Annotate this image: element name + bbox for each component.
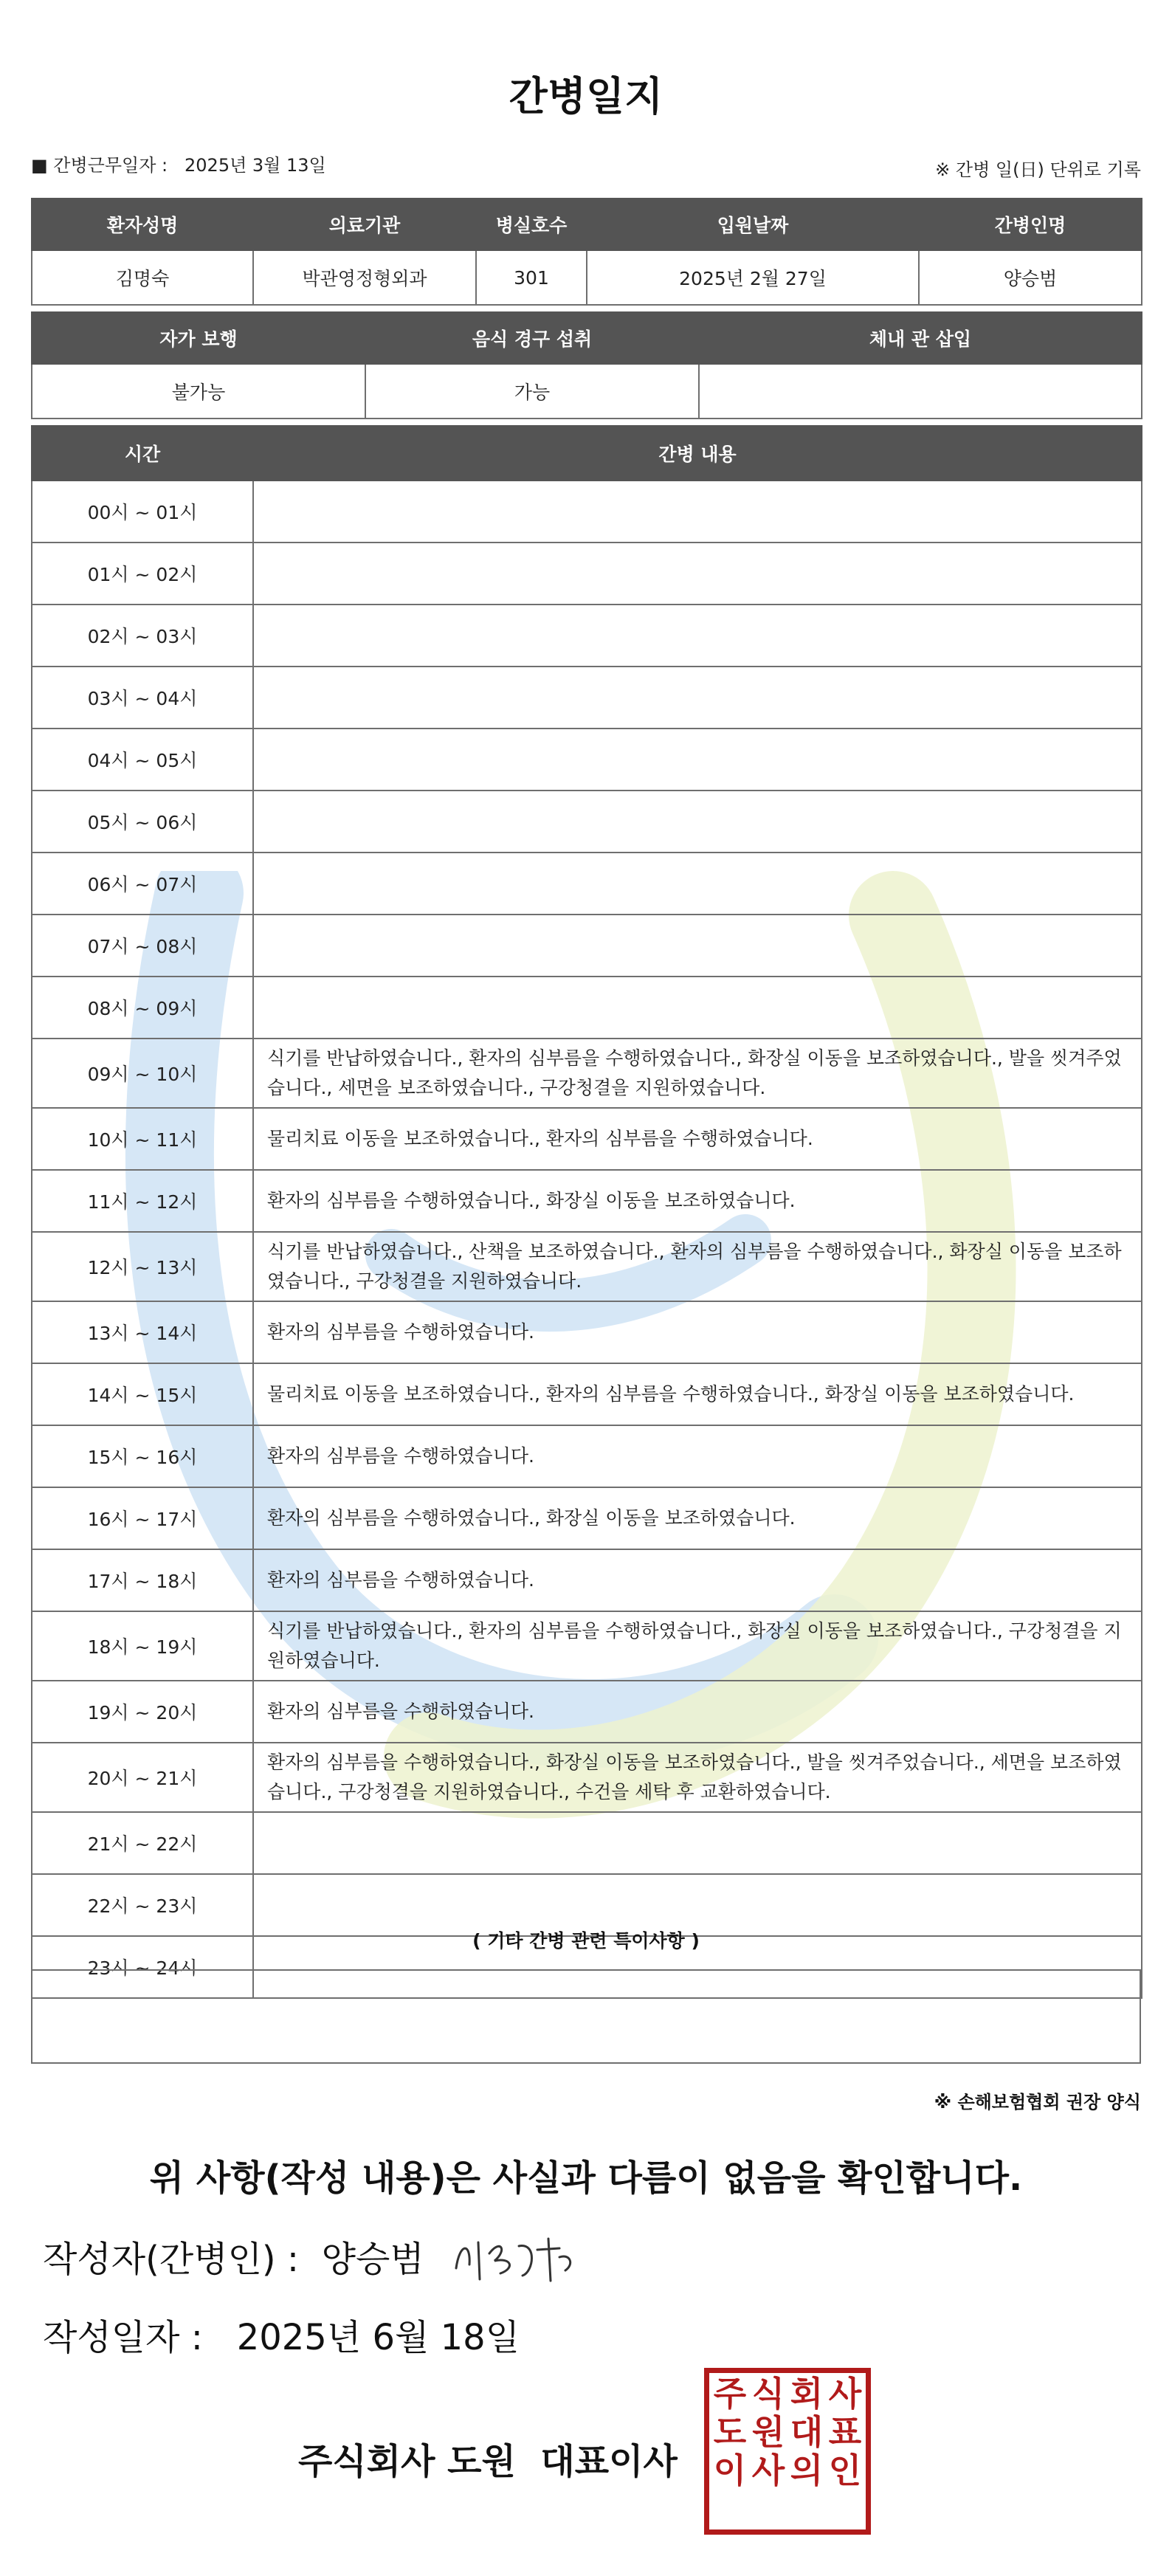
table-row bbox=[32, 667, 1142, 729]
time-slot: 00시 ~ 01시 bbox=[32, 481, 253, 543]
patient-status-table bbox=[31, 311, 1142, 419]
care-log-table bbox=[31, 425, 1142, 1999]
care-content: 식기를 반납하였습니다., 환자의 심부름을 수행하였습니다., 화장실 이동을 보조하였습니다., 구강청결을 지원하였습니다. bbox=[253, 1611, 1142, 1681]
special-notes-box bbox=[31, 1969, 1141, 2064]
care-content: 물리치료 이동을 보조하였습니다., 환자의 심부름을 수행하였습니다. bbox=[253, 1108, 1142, 1170]
table-row bbox=[32, 977, 1142, 1039]
time-slot: 04시 ~ 05시 bbox=[32, 729, 253, 791]
handwritten-signature bbox=[449, 2228, 582, 2287]
header-care-content: 간병 내용 bbox=[253, 426, 1142, 481]
care-content bbox=[253, 543, 1142, 605]
table-row bbox=[32, 481, 1142, 543]
seal-character: 주 bbox=[713, 2374, 747, 2414]
care-content: 식기를 반납하였습니다., 산책을 보조하였습니다., 환자의 심부름을 수행하였습니다., 화장실 이동을 보조하였습니다., 구강청결을 지원하였습니다. bbox=[253, 1232, 1142, 1301]
seal-character: 대 bbox=[790, 2412, 824, 2452]
table-row bbox=[32, 1812, 1142, 1874]
care-content bbox=[253, 667, 1142, 729]
time-slot: 07시 ~ 08시 bbox=[32, 915, 253, 977]
table-row bbox=[32, 1232, 1142, 1301]
header-caregiver: 간병인명 bbox=[919, 199, 1142, 250]
work-date-value: 2025년 3월 13일 bbox=[185, 155, 326, 176]
header-patient-name: 환자성명 bbox=[32, 199, 253, 250]
care-content bbox=[253, 605, 1142, 667]
care-content: 환자의 심부름을 수행하였습니다. bbox=[253, 1301, 1142, 1363]
table-row bbox=[32, 1487, 1142, 1549]
header-hospital: 의료기관 bbox=[253, 199, 476, 250]
table-row bbox=[32, 1549, 1142, 1611]
writer-line bbox=[43, 2231, 424, 2281]
time-slot: 08시 ~ 09시 bbox=[32, 977, 253, 1039]
patient-info-table bbox=[31, 198, 1142, 306]
writer-name: 양승범 bbox=[321, 2239, 424, 2280]
care-content bbox=[253, 729, 1142, 791]
table-row bbox=[32, 1681, 1142, 1743]
written-date-line bbox=[43, 2309, 520, 2360]
care-content: 환자의 심부름을 수행하였습니다., 화장실 이동을 보조하였습니다. bbox=[253, 1487, 1142, 1549]
care-content: 환자의 심부름을 수행하였습니다. bbox=[253, 1549, 1142, 1611]
time-slot: 19시 ~ 20시 bbox=[32, 1681, 253, 1743]
care-content: 물리치료 이동을 보조하였습니다., 환자의 심부름을 수행하였습니다., 화장실 이동을 보조하였습니다. bbox=[253, 1363, 1142, 1425]
header-walking: 자가 보행 bbox=[32, 312, 365, 364]
written-date-value: 2025년 6월 18일 bbox=[236, 2317, 520, 2358]
time-slot: 22시 ~ 23시 bbox=[32, 1874, 253, 1936]
time-slot: 16시 ~ 17시 bbox=[32, 1487, 253, 1549]
tube-value bbox=[699, 364, 1142, 419]
patient-name: 김명숙 bbox=[32, 250, 253, 305]
company-representative: 주식회사 도원 대표이사 bbox=[298, 2441, 678, 2482]
table-row bbox=[32, 1425, 1142, 1487]
time-slot: 12시 ~ 13시 bbox=[32, 1232, 253, 1301]
care-content: 환자의 심부름을 수행하였습니다. bbox=[253, 1681, 1142, 1743]
document-title: 간병일지 bbox=[509, 73, 663, 120]
care-content: 식기를 반납하였습니다., 환자의 심부름을 수행하였습니다., 화장실 이동을 보조하였습니다., 발을 씻겨주었습니다., 세면을 보조하였습니다., 구강청결을 지원하였습니다. bbox=[253, 1039, 1142, 1108]
care-log-body bbox=[32, 481, 1142, 1998]
table-row bbox=[32, 729, 1142, 791]
admission-date: 2025년 2월 27일 bbox=[587, 250, 919, 305]
header-time: 시간 bbox=[32, 426, 253, 481]
table-row bbox=[32, 605, 1142, 667]
walking-value: 불가능 bbox=[32, 364, 365, 419]
hospital-name: 박관영정형외과 bbox=[253, 250, 476, 305]
caregiver-name: 양승범 bbox=[919, 250, 1142, 305]
association-note: ※ 손해보험협회 권장 양식 bbox=[934, 2092, 1141, 2112]
table-row bbox=[32, 1108, 1142, 1170]
time-slot: 03시 ~ 04시 bbox=[32, 667, 253, 729]
seal-character: 원 bbox=[751, 2412, 785, 2452]
time-slot: 18시 ~ 19시 bbox=[32, 1611, 253, 1681]
seal-character: 도 bbox=[713, 2412, 747, 2452]
care-content bbox=[253, 481, 1142, 543]
table-row bbox=[32, 1039, 1142, 1108]
time-slot: 10시 ~ 11시 bbox=[32, 1108, 253, 1170]
table-row bbox=[32, 1611, 1142, 1681]
care-content: 환자의 심부름을 수행하였습니다., 화장실 이동을 보조하였습니다. bbox=[253, 1170, 1142, 1232]
seal-character: 사 bbox=[751, 2451, 785, 2490]
confirmation-statement: 위 사항(작성 내용)은 사실과 다름이 없음을 확인합니다. bbox=[149, 2157, 1023, 2199]
time-slot: 11시 ~ 12시 bbox=[32, 1170, 253, 1232]
time-slot: 01시 ~ 02시 bbox=[32, 543, 253, 605]
seal-character: 이 bbox=[713, 2451, 747, 2490]
care-content bbox=[253, 1812, 1142, 1874]
time-slot: 17시 ~ 18시 bbox=[32, 1549, 253, 1611]
time-slot: 23시 ~ 24시 bbox=[32, 1936, 253, 1998]
time-slot: 20시 ~ 21시 bbox=[32, 1743, 253, 1812]
seal-character: 의 bbox=[790, 2451, 824, 2490]
care-content bbox=[253, 915, 1142, 977]
table-row bbox=[32, 543, 1142, 605]
care-content: 환자의 심부름을 수행하였습니다., 화장실 이동을 보조하였습니다., 발을 씻겨주었습니다., 세면을 보조하였습니다., 구강청결을 지원하였습니다., 수건을 세탁 후 교환하였습니다. bbox=[253, 1743, 1142, 1812]
company-seal-stamp bbox=[704, 2368, 871, 2535]
table-row bbox=[32, 915, 1142, 977]
time-slot: 15시 ~ 16시 bbox=[32, 1425, 253, 1487]
time-slot: 05시 ~ 06시 bbox=[32, 791, 253, 853]
table-row bbox=[32, 853, 1142, 915]
table-row bbox=[32, 791, 1142, 853]
header-room: 병실호수 bbox=[476, 199, 587, 250]
written-date-label: 작성일자 : bbox=[43, 2317, 203, 2358]
care-content bbox=[253, 853, 1142, 915]
table-row bbox=[32, 1170, 1142, 1232]
seal-character: 사 bbox=[828, 2374, 862, 2414]
care-content: 환자의 심부름을 수행하였습니다. bbox=[253, 1425, 1142, 1487]
header-oral-intake: 음식 경구 섭취 bbox=[365, 312, 699, 364]
time-slot: 14시 ~ 15시 bbox=[32, 1363, 253, 1425]
header-tube: 체내 관 삽입 bbox=[699, 312, 1142, 364]
oral-intake-value: 가능 bbox=[365, 364, 699, 419]
table-row bbox=[32, 1363, 1142, 1425]
room-number: 301 bbox=[476, 250, 587, 305]
care-content bbox=[253, 791, 1142, 853]
writer-label: 작성자(간병인) : bbox=[43, 2239, 300, 2280]
time-slot: 06시 ~ 07시 bbox=[32, 853, 253, 915]
seal-character: 인 bbox=[828, 2451, 862, 2490]
work-date-label: ■ 간병근무일자 : bbox=[31, 155, 168, 176]
seal-character: 회 bbox=[790, 2374, 824, 2414]
record-note: ※ 간병 일(日) 단위로 기록 bbox=[935, 159, 1141, 180]
seal-character: 표 bbox=[828, 2412, 862, 2452]
time-slot: 13시 ~ 14시 bbox=[32, 1301, 253, 1363]
work-date bbox=[31, 151, 326, 176]
table-row bbox=[32, 1743, 1142, 1812]
time-slot: 09시 ~ 10시 bbox=[32, 1039, 253, 1108]
time-slot: 21시 ~ 22시 bbox=[32, 1812, 253, 1874]
header-admission-date: 입원날짜 bbox=[587, 199, 919, 250]
table-row bbox=[32, 1301, 1142, 1363]
care-content bbox=[253, 977, 1142, 1039]
seal-character: 식 bbox=[751, 2374, 785, 2414]
time-slot: 02시 ~ 03시 bbox=[32, 605, 253, 667]
special-notes-heading: ( 기타 간병 관련 특이사항 ) bbox=[472, 1930, 700, 1952]
